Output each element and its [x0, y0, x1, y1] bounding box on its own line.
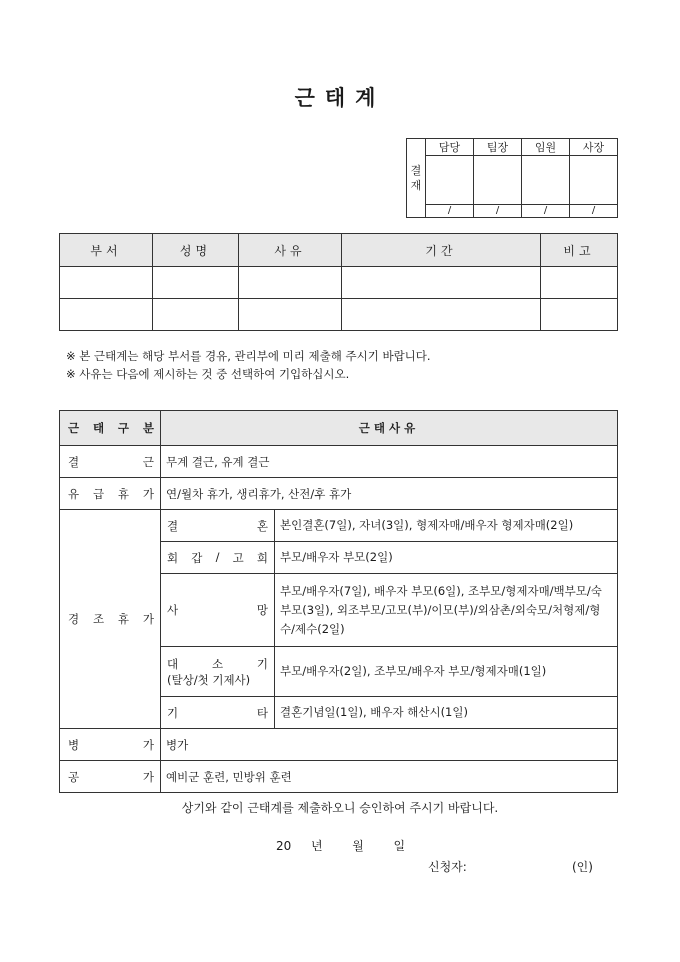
reason-cell[interactable]	[239, 267, 342, 299]
sub-death	[161, 574, 275, 647]
sub-other	[161, 697, 275, 729]
personnel-table	[59, 233, 618, 331]
header-period: 기간	[342, 234, 541, 267]
reason-birthday: 부모/배우자 부모(2일)	[275, 542, 618, 574]
category-sick-label: 병 가	[68, 737, 154, 752]
date-line	[276, 837, 405, 854]
notes	[66, 347, 431, 383]
closing-statement: 상기와 같이 근태계를 제출하오니 승인하여 주시기 바랍니다.	[181, 801, 499, 815]
header-category	[60, 411, 161, 446]
approval-sign-cell[interactable]	[474, 156, 522, 205]
approval-sign-cell[interactable]	[522, 156, 570, 205]
reason-absence: 무계 결근, 유계 결근	[161, 446, 618, 478]
approval-date-cell[interactable]: /	[570, 205, 618, 218]
category-condolence-label: 경 조 휴 가	[68, 612, 154, 626]
note-line: ※ 사유는 다음에 제시하는 것 중 선택하여 기입하십시오.	[66, 367, 350, 381]
note-line: ※ 본 근태계는 해당 부서를 경유, 관리부에 미리 제출해 주시기 바랍니다.	[66, 349, 431, 363]
category-sick	[60, 729, 161, 761]
approval-role-team-lead: 팀장	[474, 139, 522, 156]
applicant-label: 신청자:	[428, 860, 467, 874]
approval-box	[406, 138, 618, 218]
sub-wedding	[161, 510, 275, 542]
sub-birthday	[161, 542, 275, 574]
category-absence	[60, 446, 161, 478]
approval-role-president: 사장	[570, 139, 618, 156]
category-paid-leave-label: 유 급 휴 가	[68, 486, 154, 501]
reason-sick: 병가	[161, 729, 618, 761]
approval-date-cell[interactable]: /	[474, 205, 522, 218]
day-label[interactable]: 일	[393, 839, 406, 853]
reason-wedding: 본인결혼(7일), 자녀(3일), 형제자매/배우자 형제자매(2일)	[275, 510, 618, 542]
sub-wedding-label: 결 혼	[167, 518, 268, 533]
year-label[interactable]: 년	[310, 839, 323, 853]
department-cell[interactable]	[60, 267, 153, 299]
department-cell[interactable]	[60, 299, 153, 331]
remarks-cell[interactable]	[541, 299, 618, 331]
sub-memorial-note: (탈상/첫 기제사)	[167, 672, 251, 687]
month-label[interactable]: 월	[352, 839, 364, 853]
table-row	[60, 299, 618, 331]
header-remarks: 비고	[541, 234, 618, 267]
sub-memorial-label: 대 소 기	[167, 656, 268, 671]
period-cell[interactable]	[342, 299, 541, 331]
approval-date-cell[interactable]: /	[522, 205, 570, 218]
remarks-cell[interactable]	[541, 267, 618, 299]
sub-other-label: 기 타	[167, 705, 268, 720]
category-paid-leave	[60, 478, 161, 510]
table-row	[60, 267, 618, 299]
header-department: 부서	[60, 234, 153, 267]
category-public-label: 공 가	[68, 769, 154, 784]
category-condolence	[60, 510, 161, 729]
sub-death-label: 사 망	[167, 603, 268, 617]
header-attendance-reason: 근태사유	[161, 411, 618, 446]
reason-paid-leave: 연/월차 휴가, 생리휴가, 산전/후 휴가	[161, 478, 618, 510]
approval-date-cell[interactable]: /	[426, 205, 474, 218]
category-public	[60, 761, 161, 793]
header-reason: 사유	[239, 234, 342, 267]
name-cell[interactable]	[153, 267, 239, 299]
reason-other: 결혼기념일(1일), 배우자 해산시(1일)	[275, 697, 618, 729]
reason-public: 예비군 훈련, 민방위 훈련	[161, 761, 618, 793]
header-name: 성명	[153, 234, 239, 267]
year-prefix: 20	[276, 839, 292, 853]
approval-label: 결 재	[407, 139, 426, 218]
sub-birthday-label: 회 갑 / 고 희	[167, 549, 268, 565]
sub-memorial	[161, 647, 275, 697]
approval-sign-cell[interactable]	[570, 156, 618, 205]
attendance-table	[59, 410, 618, 793]
reason-death: 부모/배우자(7일), 배우자 부모(6일), 조부모/형제자매/백부모/숙부모(3일), 외조부모/고모(부)/이모(부)/외삼촌/외숙모/처형제/형수/제수(2일)	[275, 574, 618, 647]
approval-role-executive: 임원	[522, 139, 570, 156]
header-category-text: 근 태 구 분	[68, 421, 154, 435]
page-title: 근태계	[294, 85, 386, 110]
name-cell[interactable]	[153, 299, 239, 331]
approval-sign-cell[interactable]	[426, 156, 474, 205]
approval-role-staff: 담당	[426, 139, 474, 156]
reason-memorial: 부모/배우자(2일), 조부모/배우자 부모/형제자매(1일)	[275, 647, 618, 697]
period-cell[interactable]	[342, 267, 541, 299]
seal-mark[interactable]: (인)	[572, 860, 593, 874]
reason-cell[interactable]	[239, 299, 342, 331]
category-absence-label: 결 근	[68, 454, 154, 469]
